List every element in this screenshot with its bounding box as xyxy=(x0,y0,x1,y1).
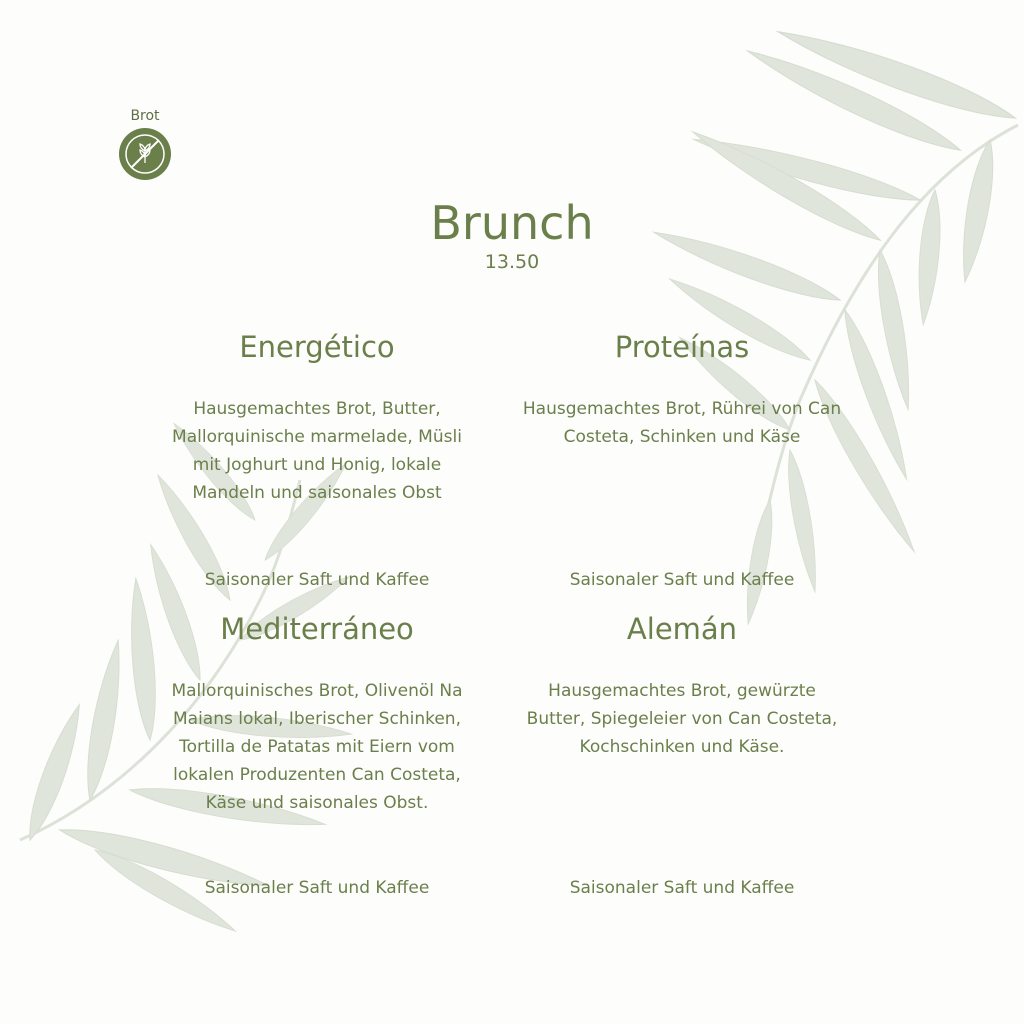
section-drink: Saisonaler Saft und Kaffee xyxy=(204,570,430,590)
section-title: Mediterráneo xyxy=(220,612,414,646)
menu-section-mediterraneo xyxy=(157,612,477,898)
menu-section-proteinas xyxy=(522,330,842,590)
section-title: Proteínas xyxy=(614,330,750,364)
section-description: Hausgemachtes Brot, Rührei von Can Costeta, Schinken und Käse xyxy=(522,398,842,447)
badge-label: Brot xyxy=(130,108,160,124)
section-title: Alemán xyxy=(626,612,738,646)
section-drink: Saisonaler Saft und Kaffee xyxy=(569,570,795,590)
menu-section-aleman xyxy=(522,612,842,898)
page-title: Brunch xyxy=(430,196,594,250)
section-title: Energético xyxy=(239,330,395,364)
section-description: Hausgemachtes Brot, gewürzte Butter, Spiegeleier von Can Costeta, Kochschinken und Käse. xyxy=(526,680,838,757)
gluten-free-badge xyxy=(110,108,180,185)
section-drink: Saisonaler Saft und Kaffee xyxy=(204,878,430,898)
menu-section-energetico xyxy=(157,330,477,590)
section-description: Mallorquinisches Brot, Olivenöl Na Maians lokal, Iberischer Schinken, Tortilla de Patatas mit Eiern vom lokalen Produzenten Can Costeta, Käse und saisonales Obst. xyxy=(171,680,463,813)
menu-price: 13.50 xyxy=(484,251,540,274)
section-drink: Saisonaler Saft und Kaffee xyxy=(569,878,795,898)
section-description: Hausgemachtes Brot, Butter, Mallorquinische marmelade, Müsli mit Joghurt und Honig, lokale Mandeln und saisonales Obst xyxy=(172,398,462,503)
gluten-free-icon xyxy=(118,127,172,181)
menu-header xyxy=(0,196,1024,273)
